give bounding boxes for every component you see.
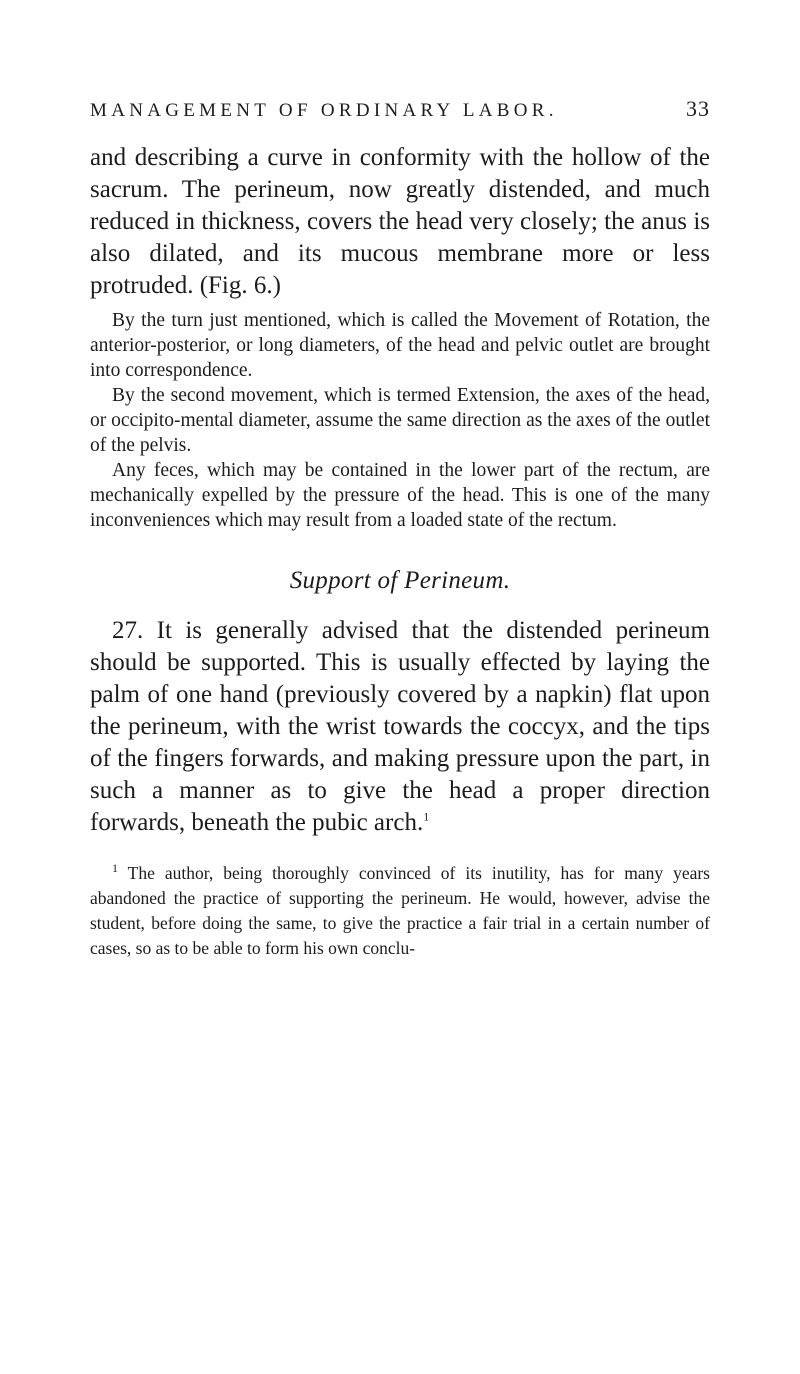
section-heading: Support of Perineum. [289,567,511,594]
footnote-marker: 1 [112,861,118,876]
paragraph-extension: By the second movement, which is termed Extension, the axes of the head, or occipito-mental diameter, assume the same direction as the axes of the outlet of the pelvis. [90,385,710,456]
running-head-title: MANAGEMENT OF ORDINARY LABOR. [90,100,558,121]
footnote [90,861,710,961]
footnote-text: The author, being thoroughly convinced of its inutility, has for many years abandoned the practice of supporting the perineum. He would, however, advise the student, before doing the same, to give the practice a fair trial in a certain number of cases, so as to be able to form his own conclu- [90,863,710,958]
paragraph-support-perineum [90,615,710,839]
paragraph-rotation: By the turn just mentioned, which is called the Movement of Rotation, the anterior-posterior, or long diameters, of the head and pelvic outlet are brought into correspondence. [90,310,710,381]
paragraph-continuation: and describing a curve in conformity with the hollow of the sacrum. The perineum, now greatly distended, and much reduced in thickness, covers the head very closely; the anus is also dilated, and its mucous membrane more or less protruded. (Fig. 6.) [90,144,710,299]
paragraph-support-perineum-text: 27. It is generally advised that the distended perineum should be supported. This is usually effected by laying the palm of one hand (previously covered by a napkin) flat upon the perineum, with the wrist towards the coccyx, and the tips of the fingers forwards, and making pressure upon the part, in such a manner as to give the head a proper direction forwards, beneath the pubic arch. [90,617,710,836]
running-head [90,96,710,126]
paragraph-feces: Any feces, which may be contained in the lower part of the rectum, are mechanically expelled by the pressure of the head. This is one of the many inconveniences which may result from a loaded state of the rectum. [90,460,710,531]
book-page [90,96,710,961]
page-number: 33 [686,96,710,121]
footnote-reference: 1 [423,809,430,824]
